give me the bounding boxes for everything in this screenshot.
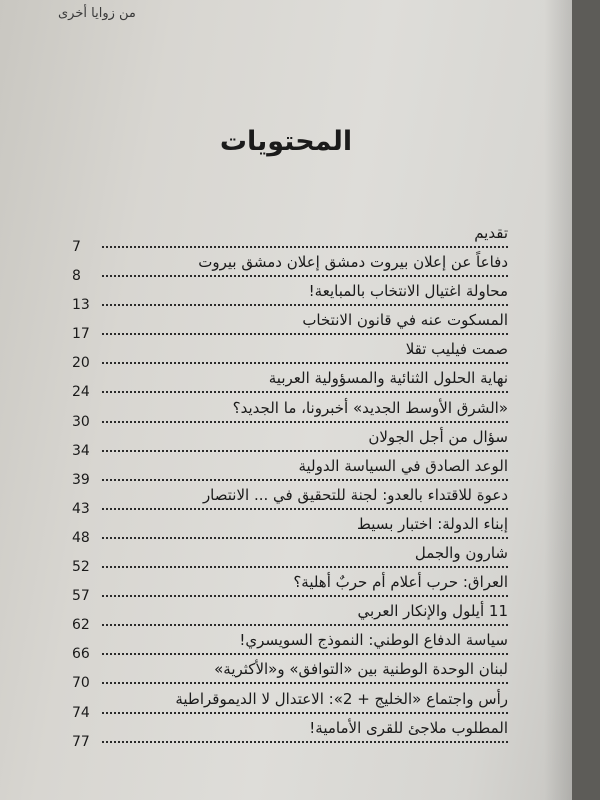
toc-entry xyxy=(72,660,508,692)
toc-entry xyxy=(72,544,508,576)
toc-entry-title: سياسة الدفاع الوطني: النموذج السويسري! xyxy=(239,631,508,650)
toc-entry xyxy=(72,428,508,457)
toc-page-number: 74 xyxy=(72,704,90,721)
toc-page-number: 20 xyxy=(72,355,90,372)
toc-entry-title: لبنان الوحدة الوطنية بين «التوافق» و«الأكثرية» xyxy=(214,660,508,679)
toc-entry xyxy=(72,253,508,285)
dot-leader xyxy=(102,595,508,597)
page-shadow xyxy=(544,0,572,800)
dot-leader xyxy=(102,333,508,335)
toc-entry xyxy=(72,486,508,515)
toc-entry-title: إبناء الدولة: اختبار بسيط xyxy=(357,514,508,533)
toc-entry-title: الوعد الصادق في السياسة الدولية xyxy=(298,456,508,475)
toc-page-number: 48 xyxy=(72,529,90,546)
toc-entry-title: المطلوب ملاجئ للقرى الأمامية! xyxy=(309,718,508,737)
toc-entry xyxy=(72,282,508,314)
toc-entry xyxy=(72,399,508,428)
dot-leader xyxy=(102,246,508,248)
toc-page-number: 34 xyxy=(72,442,90,459)
toc-entry-title: صمت فيليب تقلا xyxy=(405,340,508,359)
dot-leader xyxy=(102,304,508,306)
toc-page-number: 17 xyxy=(72,326,90,343)
toc-page-number: 52 xyxy=(72,559,90,576)
toc-entry-title: المسكوت عنه في قانون الانتخاب xyxy=(302,311,508,330)
dot-leader xyxy=(102,537,508,539)
toc-page-number: 66 xyxy=(72,646,90,663)
dot-leader xyxy=(102,479,508,481)
toc-page-number: 30 xyxy=(72,413,90,430)
dot-leader xyxy=(102,508,508,510)
toc-page-number: 7 xyxy=(72,239,81,255)
toc-page-number: 62 xyxy=(72,617,90,634)
toc-entry xyxy=(72,515,508,544)
toc-page-number: 24 xyxy=(72,384,90,401)
toc-page-number: 39 xyxy=(72,471,90,488)
toc-entry xyxy=(72,573,508,605)
toc-page-number: 77 xyxy=(72,733,90,750)
toc-entry-title: دفاعاً عن إعلان بيروت دمشق إعلان دمشق بيروت xyxy=(198,253,508,272)
running-head: من زوايا أخرى xyxy=(58,6,136,21)
toc-entry xyxy=(72,369,508,401)
toc-entry xyxy=(72,719,508,748)
toc-entry xyxy=(72,224,508,253)
dot-leader xyxy=(102,275,508,277)
dot-leader xyxy=(102,421,508,423)
toc-page-number: 57 xyxy=(72,588,90,605)
dot-leader xyxy=(102,566,508,568)
toc-entry-title: محاولة اغتيال الانتخاب بالمبايعة! xyxy=(308,282,508,301)
toc-page-number: 43 xyxy=(72,500,90,517)
dot-leader xyxy=(102,391,508,393)
toc-entry-title: سؤال من أجل الجولان xyxy=(368,427,508,446)
toc-entry-title: العراق: حرب أعلام أم حربٌ أهلية؟ xyxy=(293,573,508,592)
page-title: المحتويات xyxy=(219,126,353,157)
toc-entry-title: تقديم xyxy=(474,224,508,242)
toc-page-number: 70 xyxy=(72,675,90,692)
toc-entry xyxy=(72,602,508,634)
toc-entry-title: 11 أيلول والإنكار العربي xyxy=(357,602,508,621)
toc-entry xyxy=(72,340,508,372)
toc-entry-title: «الشرق الأوسط الجديد» أخبرونا، ما الجديد؟ xyxy=(232,398,508,417)
toc-entry-title: شارون والجمل xyxy=(414,544,508,563)
toc-entry-title: رأس واجتماع «الخليج + 2»: الاعتدال لا الديموقراطية xyxy=(175,689,508,708)
dot-leader xyxy=(102,682,508,684)
toc-entry xyxy=(72,457,508,486)
toc-page-number: 13 xyxy=(72,297,90,314)
dot-leader xyxy=(102,624,508,626)
toc-entry xyxy=(72,631,508,663)
toc-page-number: 8 xyxy=(72,268,81,285)
dot-leader xyxy=(102,653,508,655)
toc-entry xyxy=(72,690,508,719)
dot-leader xyxy=(102,450,508,452)
toc-entry xyxy=(72,311,508,343)
dot-leader xyxy=(102,712,508,714)
table-of-contents xyxy=(72,224,508,748)
toc-entry-title: دعوة للاقتداء بالعدو: لجنة للتحقيق في ... الانتصار xyxy=(202,485,508,504)
toc-entry-title: نهاية الحلول الثنائية والمسؤولية العربية xyxy=(268,369,508,388)
dot-leader xyxy=(102,362,508,364)
dot-leader xyxy=(102,741,508,743)
